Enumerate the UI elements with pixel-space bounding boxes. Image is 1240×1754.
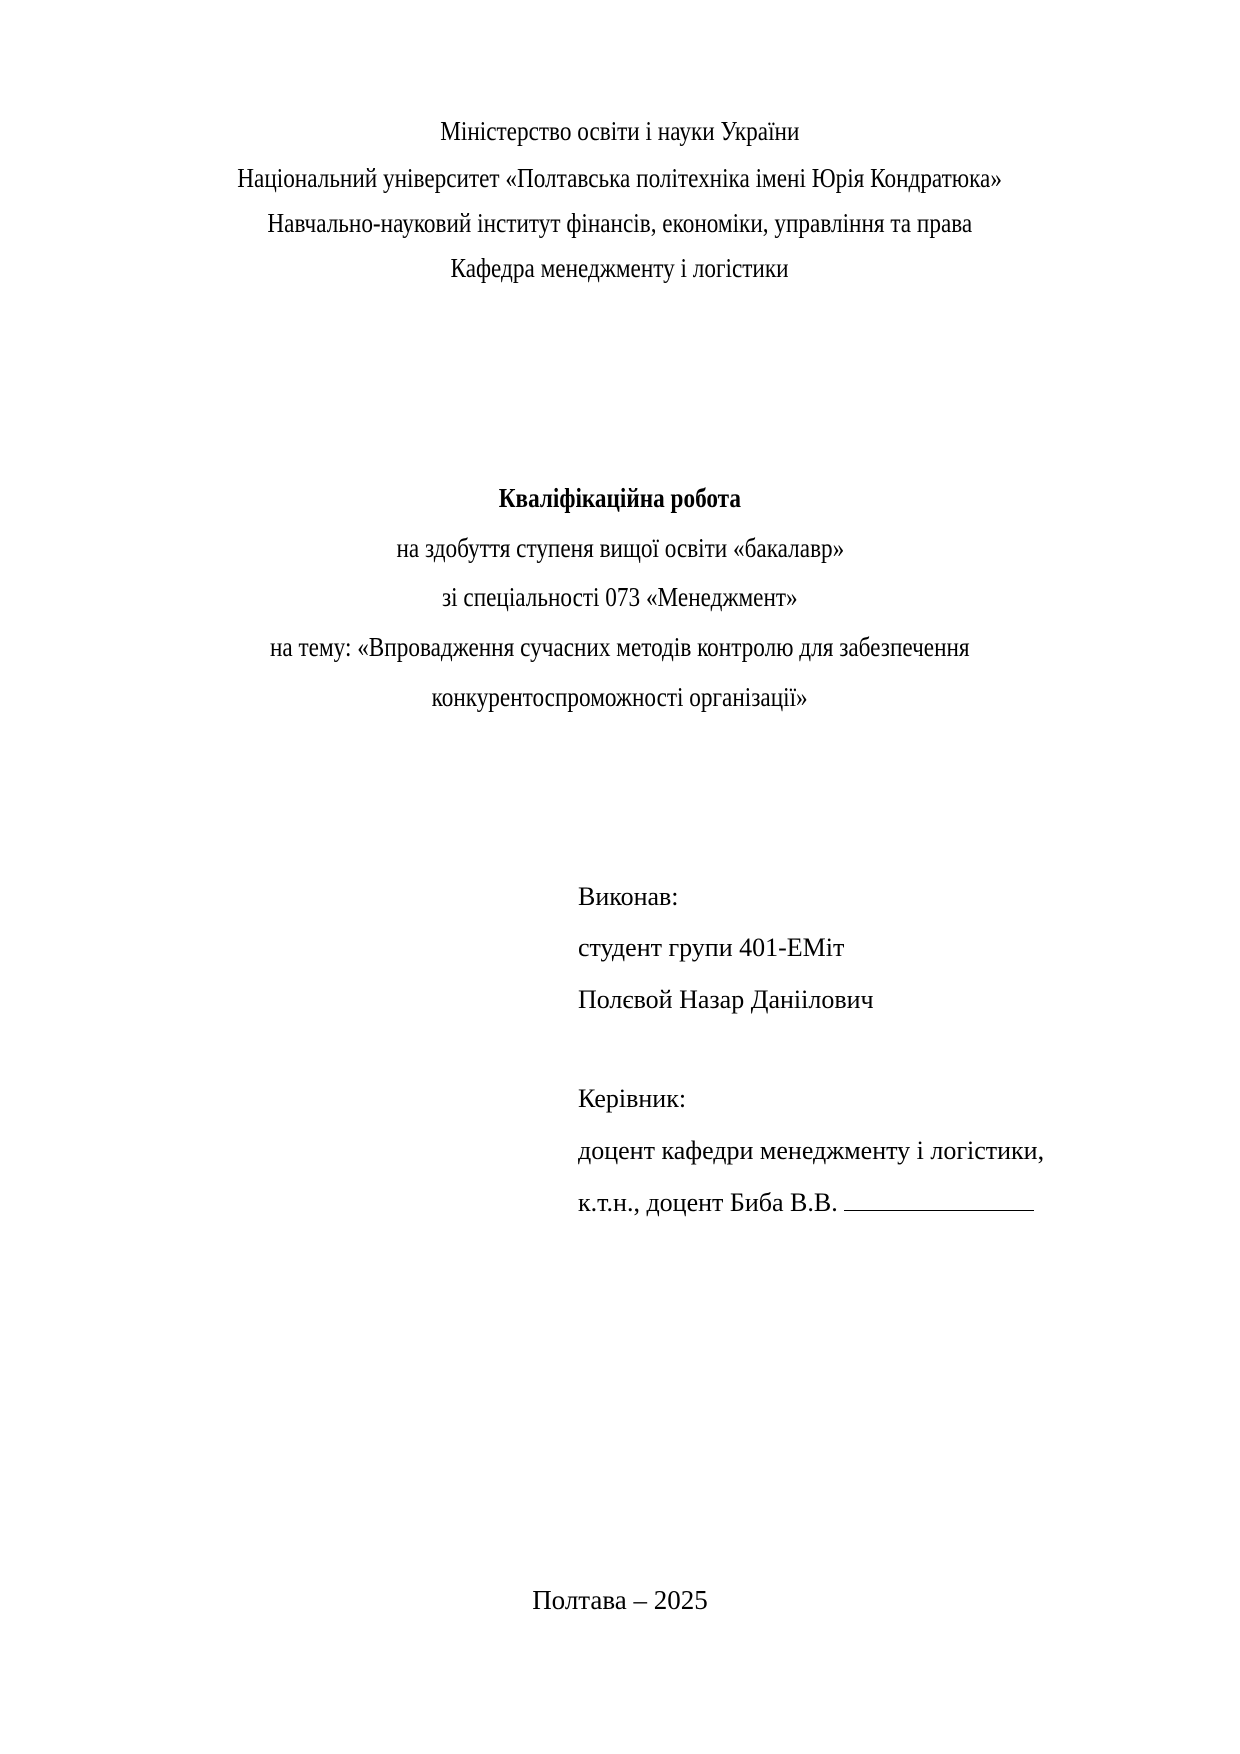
author-name: Полєвой Назар Даніілович <box>578 985 874 1014</box>
supervisor-name-line <box>578 1188 1034 1218</box>
signature-blank <box>844 1188 1034 1211</box>
author-label: Виконав: <box>578 882 679 911</box>
topic-line-2: конкурентоспроможності організації» <box>431 682 809 712</box>
supervisor-position: доцент кафедри менеджменту і логістики, <box>578 1136 1045 1165</box>
document-title: Кваліфікаційна робота <box>498 483 742 513</box>
supervisor-name: к.т.н., доцент Биба В.В. <box>578 1188 838 1217</box>
supervisor-label: Керівник: <box>578 1084 687 1113</box>
department-line: Кафедра менеджменту і логістики <box>450 253 790 283</box>
topic-line-1: на тему: «Впровадження сучасних методів контролю для забезпечення <box>270 632 970 662</box>
university-line: Національний університет «Полтавська політехніка імені Юрія Кондратюка» <box>237 163 1003 193</box>
specialty-line: зі спеціальності 073 «Менеджмент» <box>442 582 798 612</box>
degree-line: на здобуття ступеня вищої освіти «бакалавр» <box>396 533 844 563</box>
author-group: студент групи 401-ЕМіт <box>578 933 845 962</box>
institute-line: Навчально-науковий інститут фінансів, економіки, управління та права <box>267 208 973 238</box>
ministry-line: Міністерство освіти і науки України <box>440 116 800 146</box>
city-year: Полтава – 2025 <box>532 1585 708 1615</box>
